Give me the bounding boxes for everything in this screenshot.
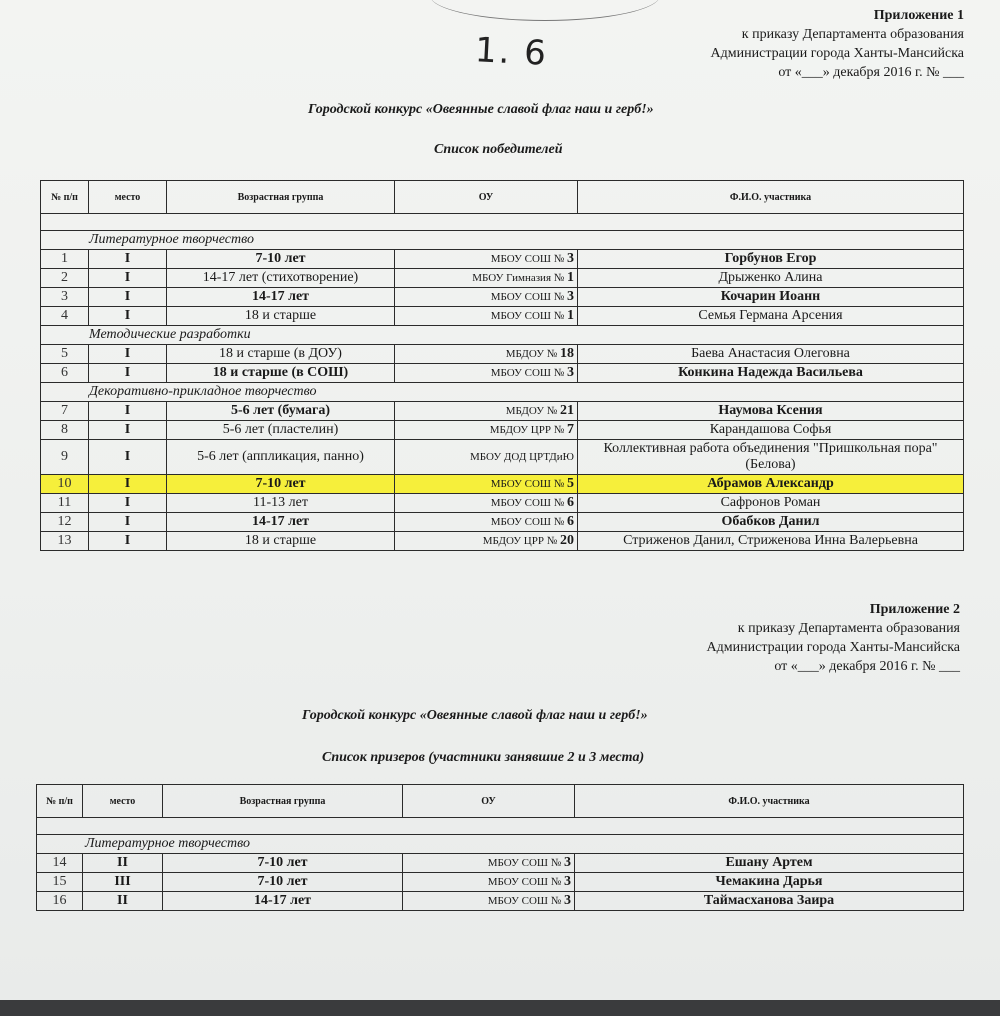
school-name: МБОУ СОШ № xyxy=(487,876,562,888)
appendix-2-line: к приказу Департамента образования xyxy=(737,621,960,636)
col-school-header: ОУ xyxy=(395,181,578,214)
row-age-group: 5-6 лет (пластелин) xyxy=(167,421,395,440)
col-school-header: ОУ xyxy=(403,785,575,818)
row-participant xyxy=(578,494,964,513)
section-title: Декоративно-прикладное творчество xyxy=(41,383,964,402)
row-number: 9 xyxy=(41,440,89,475)
col-num-header: № п/п xyxy=(41,181,89,214)
participant-name: Абрамов Александр xyxy=(707,476,834,491)
participant-name: Горбунов Егор xyxy=(724,251,817,266)
row-place: I xyxy=(89,345,167,364)
col-age-header: Возрастная группа xyxy=(167,181,395,214)
row-participant xyxy=(575,873,964,892)
appendix-1-line: от «___» декабря 2016 г. № ___ xyxy=(778,65,964,80)
table-row xyxy=(41,345,964,364)
table-row xyxy=(41,513,964,532)
participant-name: Наумова Ксения xyxy=(718,403,823,418)
table-row xyxy=(41,364,964,383)
row-participant xyxy=(578,364,964,383)
row-age-group: 7-10 лет xyxy=(167,475,395,494)
blank-row xyxy=(41,214,964,231)
participant-name: Дрыженко Алина xyxy=(718,270,823,285)
school-name: МБДОУ ЦРР № xyxy=(482,535,558,547)
row-place: I xyxy=(89,402,167,421)
appendix-2-title: Приложение 2 xyxy=(869,602,960,617)
table-row xyxy=(37,873,964,892)
row-place: I xyxy=(89,421,167,440)
school-number: 7 xyxy=(567,422,574,437)
school-name: МБДОУ ЦРР № xyxy=(489,424,565,436)
school-name: МБОУ СОШ № xyxy=(487,895,562,907)
table-row xyxy=(41,288,964,307)
row-place: I xyxy=(89,288,167,307)
table-row xyxy=(37,854,964,873)
row-school xyxy=(395,532,578,551)
school-number: 5 xyxy=(567,476,574,491)
row-place: III xyxy=(83,873,163,892)
row-participant xyxy=(578,421,964,440)
school-name: МБОУ СОШ № xyxy=(490,516,565,528)
col-num-header: № п/п xyxy=(37,785,83,818)
appendix-2-header xyxy=(707,600,960,676)
participant-name: Баева Анастасия Олеговна xyxy=(691,346,850,361)
school-number: 3 xyxy=(567,365,574,380)
row-number: 11 xyxy=(41,494,89,513)
row-place: II xyxy=(83,854,163,873)
row-age-group: 7-10 лет xyxy=(163,873,403,892)
participant-name: Чемакина Дарья xyxy=(715,874,823,889)
row-age-group: 14-17 лет (стихотворение) xyxy=(167,269,395,288)
school-number: 6 xyxy=(567,495,574,510)
school-name: МБОУ СОШ № xyxy=(490,367,565,379)
row-number: 2 xyxy=(41,269,89,288)
section-title: Методические разработки xyxy=(41,326,964,345)
section-row xyxy=(41,231,964,250)
row-participant xyxy=(575,854,964,873)
row-age-group: 5-6 лет (бумага) xyxy=(167,402,395,421)
school-name: МБОУ ДОД ЦРТДиЮ xyxy=(470,451,574,463)
appendix-1-header xyxy=(711,6,964,82)
winners-list-title: Список победителей xyxy=(434,142,563,157)
row-number: 14 xyxy=(37,854,83,873)
table-row xyxy=(41,440,964,475)
participant-name: Семья Германа Арсения xyxy=(698,308,843,323)
row-number: 3 xyxy=(41,288,89,307)
row-school xyxy=(395,513,578,532)
row-number: 7 xyxy=(41,402,89,421)
section-title: Литературное творчество xyxy=(41,231,964,250)
row-age-group: 7-10 лет xyxy=(167,250,395,269)
table-header-row xyxy=(41,181,964,214)
row-participant xyxy=(578,345,964,364)
row-age-group: 18 и старше xyxy=(167,307,395,326)
row-school xyxy=(395,288,578,307)
row-participant xyxy=(578,513,964,532)
blank-row xyxy=(37,818,964,835)
appendix-2-line: Администрации города Ханты-Мансийска xyxy=(706,640,960,655)
school-number: 3 xyxy=(567,289,574,304)
row-school xyxy=(395,494,578,513)
school-name: МБОУ СОШ № xyxy=(490,291,565,303)
school-number: 3 xyxy=(564,893,571,908)
participant-name: Карандашова Софья xyxy=(709,422,832,437)
appendix-1-line: Администрации города Ханты-Мансийска xyxy=(710,46,964,61)
row-school xyxy=(395,307,578,326)
school-number: 1 xyxy=(567,308,574,323)
row-number: 6 xyxy=(41,364,89,383)
row-school xyxy=(403,873,575,892)
school-number: 1 xyxy=(567,270,574,285)
row-age-group: 14-17 лет xyxy=(167,513,395,532)
row-school xyxy=(395,475,578,494)
row-number: 13 xyxy=(41,532,89,551)
row-place: I xyxy=(89,364,167,383)
row-school xyxy=(395,402,578,421)
handwritten-note: 1. 6 xyxy=(474,30,549,74)
row-participant xyxy=(578,475,964,494)
school-name: МБДОУ № xyxy=(505,405,558,417)
col-place-header: место xyxy=(89,181,167,214)
row-place: I xyxy=(89,269,167,288)
row-place: II xyxy=(83,892,163,911)
table-row xyxy=(37,892,964,911)
row-number: 5 xyxy=(41,345,89,364)
row-place: I xyxy=(89,494,167,513)
blank-cell xyxy=(37,818,964,835)
table-row xyxy=(41,307,964,326)
row-place: I xyxy=(89,440,167,475)
col-age-header: Возрастная группа xyxy=(163,785,403,818)
table-row xyxy=(41,494,964,513)
row-number: 4 xyxy=(41,307,89,326)
row-number: 10 xyxy=(41,475,89,494)
row-participant xyxy=(578,269,964,288)
school-name: МБОУ Гимназия № xyxy=(472,272,565,284)
table-header-row xyxy=(37,785,964,818)
row-age-group: 18 и старше (в ДОУ) xyxy=(167,345,395,364)
row-participant xyxy=(578,440,964,475)
appendix-1-line: к приказу Департамента образования xyxy=(741,27,964,42)
row-school xyxy=(395,345,578,364)
participant-name: Обабков Данил xyxy=(721,514,820,529)
row-number: 15 xyxy=(37,873,83,892)
school-number: 3 xyxy=(564,874,571,889)
table-row xyxy=(41,250,964,269)
row-school xyxy=(403,892,575,911)
participant-name: Таймасханова Заира xyxy=(703,893,835,908)
row-school xyxy=(395,421,578,440)
blank-cell xyxy=(41,214,964,231)
school-name: МБОУ СОШ № xyxy=(490,497,565,509)
school-name: МБДОУ № xyxy=(505,348,558,360)
school-name: МБОУ СОШ № xyxy=(487,857,562,869)
school-name: МБОУ СОШ № xyxy=(490,310,565,322)
row-school xyxy=(395,250,578,269)
row-participant xyxy=(578,250,964,269)
row-place: I xyxy=(89,513,167,532)
row-age-group: 11-13 лет xyxy=(167,494,395,513)
row-place: I xyxy=(89,475,167,494)
section-row xyxy=(37,835,964,854)
table-row xyxy=(41,269,964,288)
table-row xyxy=(41,475,964,494)
row-age-group: 14-17 лет xyxy=(167,288,395,307)
participant-name-extra: (Белова) xyxy=(745,457,796,472)
table-row xyxy=(41,402,964,421)
contest-title-2: Городской конкурс «Овеянные славой флаг наш и герб!» xyxy=(302,708,648,723)
winners-table xyxy=(40,180,964,551)
school-number: 3 xyxy=(564,855,571,870)
row-school xyxy=(395,440,578,475)
participant-name: Кочарин Иоанн xyxy=(720,289,821,304)
participant-name: Ешану Артем xyxy=(725,855,813,870)
school-number: 21 xyxy=(560,403,574,418)
row-number: 16 xyxy=(37,892,83,911)
row-age-group: 5-6 лет (аппликация, панно) xyxy=(167,440,395,475)
section-row xyxy=(41,326,964,345)
school-name: МБОУ СОШ № xyxy=(490,253,565,265)
prizes-table xyxy=(36,784,964,911)
row-participant xyxy=(578,288,964,307)
row-age-group: 7-10 лет xyxy=(163,854,403,873)
col-name-header: Ф.И.О. участника xyxy=(578,181,964,214)
row-school xyxy=(403,854,575,873)
row-participant xyxy=(578,402,964,421)
table-row xyxy=(41,421,964,440)
row-place: I xyxy=(89,532,167,551)
table-surface-edge xyxy=(0,1000,1000,1016)
row-age-group: 18 и старше (в СОШ) xyxy=(167,364,395,383)
participant-name: Сафронов Роман xyxy=(720,495,821,510)
row-age-group: 14-17 лет xyxy=(163,892,403,911)
row-place: I xyxy=(89,307,167,326)
table-row xyxy=(41,532,964,551)
row-participant xyxy=(578,532,964,551)
row-number: 1 xyxy=(41,250,89,269)
participant-name: Коллективная работа объединения "Пришкольная пора" xyxy=(603,441,938,456)
school-number: 18 xyxy=(560,346,574,361)
row-age-group: 18 и старше xyxy=(167,532,395,551)
appendix-2-line: от «___» декабря 2016 г. № ___ xyxy=(774,659,960,674)
row-participant xyxy=(578,307,964,326)
school-number: 6 xyxy=(567,514,574,529)
participant-name: Стриженов Данил, Стриженова Инна Валерьевна xyxy=(623,533,918,548)
school-name: МБОУ СОШ № xyxy=(490,478,565,490)
row-participant xyxy=(575,892,964,911)
row-number: 8 xyxy=(41,421,89,440)
school-number: 20 xyxy=(560,533,574,548)
col-name-header: Ф.И.О. участника xyxy=(575,785,964,818)
row-school xyxy=(395,269,578,288)
row-place: I xyxy=(89,250,167,269)
page-curl-line xyxy=(430,0,660,21)
row-school xyxy=(395,364,578,383)
contest-title: Городской конкурс «Овеянные славой флаг наш и герб!» xyxy=(308,102,654,117)
row-number: 12 xyxy=(41,513,89,532)
section-row xyxy=(41,383,964,402)
school-number: 3 xyxy=(567,251,574,266)
appendix-1-title: Приложение 1 xyxy=(873,8,964,23)
participant-name: Конкина Надежда Васильева xyxy=(678,365,863,380)
col-place-header: место xyxy=(83,785,163,818)
section-title: Литературное творчество xyxy=(37,835,964,854)
prizes-list-title: Список призеров (участники занявшие 2 и 3 места) xyxy=(322,750,645,765)
